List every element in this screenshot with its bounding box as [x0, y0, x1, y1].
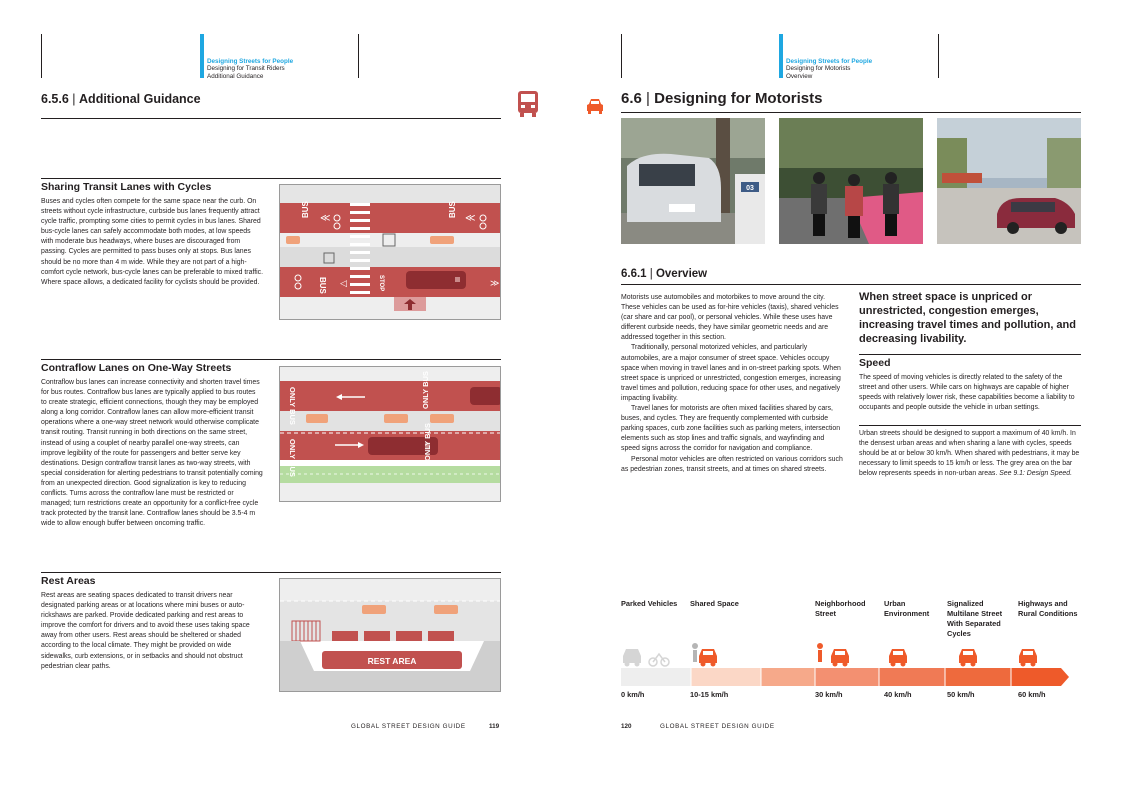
photo-tag: 03: [746, 185, 754, 192]
speed-category-label: Shared Space: [690, 599, 739, 608]
footer-title: GLOBAL STREET DESIGN GUIDE: [660, 723, 775, 730]
section-number: 6.5.6: [41, 92, 69, 106]
speed-category-label: Signalized Multilane Street With Separated Cycles: [947, 599, 1003, 638]
speed-value: 0 km/h: [621, 690, 645, 699]
speed-text: Urban streets should be designed to support a maximum of 40 km/h. In the densest urban areas and when sharing a lane with cycles, speeds should be at or below 30 km/h. When shared with pedestrians, it may be necessary to limit speeds to 15 km/h or less. The grey area on the bar below represents speeds in non-urban areas.: [859, 430, 1080, 478]
breadcrumb-chapter: Designing Streets for People: [786, 58, 873, 65]
breadcrumb-section: Designing for Transit Riders: [207, 65, 285, 73]
section-rule: [859, 425, 1081, 426]
breadcrumb-accent-bar: [779, 34, 783, 78]
page-number: 120: [621, 723, 632, 730]
breadcrumb-page: Additional Guidance: [207, 72, 264, 80]
speed-paragraph: The speed of moving vehicles is directly related to the safety of the street and other users. While cars on highways are capable of higher speeds with relatively lower risk, these capabilities become a liability to occupants and people outside the vehicle in urban settings.: [859, 374, 1075, 412]
svg-text:◁: ◁: [340, 279, 347, 289]
highway-car-icon: [1019, 649, 1037, 667]
paragraph: Traditionally, personal motorized vehicles, and particularly automobiles, are a major consumer of street space. Vehicles occupy space when moving in travel lanes and in on-street parking spots. When street space is unpriced or unrestricted, congestion emerges, increasing travel times and pollution, reducing space for other uses, and negatively impacting livability.: [621, 344, 841, 402]
car-icon: [585, 97, 605, 120]
page-title: 6.5.6 | Additional Guidance: [41, 92, 201, 106]
parked-car-icon: [623, 649, 669, 667]
section-rule: [859, 354, 1081, 355]
shared-space-icon: [692, 643, 717, 667]
paragraph: Travel lanes for motorists are often mixed facilities shared by cars, buses, and cycles. They are frequently complemented with curbside parking spaces, curb zone facilities such as parking meters, intersection elements such as stop lines and traffic signals, and wayfinding and speed signs across the corridor for navigation and compliance.: [621, 405, 841, 453]
pedestrian-car-icon: [817, 643, 849, 667]
photo-motorbikes: [779, 118, 923, 244]
multilane-car-icon: [959, 649, 977, 667]
bus-icon: [516, 90, 540, 123]
contraflow-lane-diagram: [279, 366, 501, 502]
section-title: Designing for Motorists: [654, 90, 823, 107]
section-rule: [41, 572, 501, 573]
stop-label: STOP: [378, 275, 384, 292]
footer-title: GLOBAL STREET DESIGN GUIDE: [351, 723, 466, 730]
section-rule: [621, 284, 1081, 285]
section-number: 6.6: [621, 90, 642, 107]
breadcrumb-chapter: Designing Streets for People: [207, 58, 294, 65]
breadcrumb: [786, 58, 872, 80]
page-number: 119: [489, 723, 500, 730]
breadcrumb: [207, 58, 293, 80]
section-title: Additional Guidance: [79, 92, 201, 106]
photo-parked-car: [621, 118, 765, 244]
cross-reference: See 9.1: Design Speed.: [999, 470, 1072, 478]
svg-text:≪: ≪: [320, 213, 331, 224]
bus-cycle-lane-diagram: [279, 184, 501, 320]
subsection-text: Buses and cycles often compete for the same space near the curb. On streets without cycle infrastructure, curbside bus lanes frequently attract cycle traffic, prompting some cities to permit cycles in bus lanes. Shared bus-cycle lanes can safely accommodate both modes, at low speeds with moderate bus headways, where buses are discouraged from passing. Cycles are permitted to pass buses only at stops. Bus lanes should be no more than 4 m wide. While they are not part of a high-comfort cycle network, bus-cycle lanes can be preferable to mixed traffic. Where space allows, a dedicated facility for cyclists should be provided.: [41, 198, 264, 286]
subsection-title: Sharing Transit Lanes with Cycles: [41, 181, 212, 193]
section-rule: [41, 178, 501, 179]
subsection-number: 6.6.1: [621, 268, 647, 280]
paragraph: Motorists use automobiles and motorbikes to move around the city. These vehicles can be used as for-hire vehicles (taxis), shared vehicles (car share and car pool), or personal vehicles. While these uses have different curbside needs, they have similar geometric needs and are addressed together in this section.: [621, 294, 839, 342]
rest-area-diagram: [279, 578, 501, 692]
paragraph: Personal motor vehicles are often restricted on various corridors such as pedestrian zones, transit streets, and at times on shared streets.: [621, 455, 843, 473]
speed-title: Speed: [859, 357, 891, 369]
margin-rule: [41, 34, 42, 78]
speed-category-label: Parked Vehicles: [621, 599, 678, 608]
speed-value: 50 km/h: [947, 690, 975, 699]
speed-category-label: Urban Environment: [884, 599, 930, 618]
bus-lane-label: BUS: [448, 201, 457, 218]
speed-value: 60 km/h: [1018, 690, 1046, 699]
svg-text:≪: ≪: [465, 213, 476, 224]
photo-street-car: [937, 118, 1081, 244]
bus-only-label: ONLY BUS: [288, 439, 297, 477]
speed-value: 10-15 km/h: [690, 690, 729, 699]
bus-only-label: ONLY BUS: [288, 387, 297, 425]
speed-paragraph: [859, 429, 1081, 479]
title-rule: [41, 118, 501, 119]
margin-rule: [938, 34, 939, 78]
bus-lane-label: BUS: [318, 277, 327, 294]
bus-lane-label: BUS: [301, 201, 310, 218]
breadcrumb-accent-bar: [200, 34, 204, 78]
pull-quote: When street space is unpriced or unrestricted, congestion emerges, increasing travel times and pollution, and decreasing livability.: [859, 291, 1076, 345]
margin-rule: [358, 34, 359, 78]
speed-scale-graphic: [621, 636, 1081, 695]
overview-text: [621, 293, 843, 475]
page-title: 6.6 | Designing for Motorists: [621, 90, 823, 107]
svg-text:≫: ≫: [490, 279, 500, 289]
subsection-title: Overview: [655, 268, 708, 280]
urban-car-icon: [889, 649, 907, 667]
breadcrumb-section: Designing for Motorists: [786, 65, 851, 73]
speed-category-label: Highways and Rural Conditions: [1018, 599, 1078, 618]
subsection-heading: 6.6.1 | Overview: [621, 268, 708, 280]
subsection-title: Contraflow Lanes on One-Way Streets: [41, 362, 232, 374]
breadcrumb-page: Overview: [786, 72, 813, 80]
subsection-text: Contraflow bus lanes can increase connectivity and shorten travel times for bus routes. Contraflow bus lanes are typically applied to bus routes to create strategic, efficient connections, though they may be employed along a long corridor. Contraflow lanes can allow more-efficient transit operations where a one-way street network would otherwise complicate transit routing. Transit running in both directions on the same street, instead of using a couplet of nearby parallel one-way streets, can improve legibility of the route for passengers and better serve key destinations. Design contraflow transit lanes as two-way streets, with special consideration for alerting pedestrians to transit potentially coming from an unexpected direction. Good signalization is key to reducing conflicts. Turns across the contraflow lane must be restricted or managed; turn restrictions create an opportunity for a conflict-free cycle track protected by the transit lane. Contraflow lanes should be 3.5-4 m wide to allow enough buffer between oncoming traffic.: [41, 379, 263, 528]
subsection-text: Rest areas are seating spaces dedicated to transit drivers near designated parking areas or at locations where mini buses or auto-rickshaws are parked. Provide dedicated parking and rest areas to improve the comfort for drivers and to avoid these uses taking space away from other users. Rest areas should be sheltered or shaded according to the local climate. They might be provided on wide sidewalks, curb extensions, or in setbacks and should not obstruct pedestrian clear paths.: [41, 592, 250, 670]
bus-only-label: ONLY BUS: [421, 371, 430, 409]
title-rule: [621, 112, 1081, 113]
bus-only-label: ONLY BUS: [423, 423, 432, 461]
margin-rule: [621, 34, 622, 78]
speed-value: 40 km/h: [884, 690, 912, 699]
section-rule: [41, 359, 501, 360]
speed-category-label: Neighborhood Street: [815, 599, 866, 618]
rest-area-label: REST AREA: [367, 656, 417, 666]
speed-value: 30 km/h: [815, 690, 843, 699]
subsection-title: Rest Areas: [41, 575, 96, 587]
